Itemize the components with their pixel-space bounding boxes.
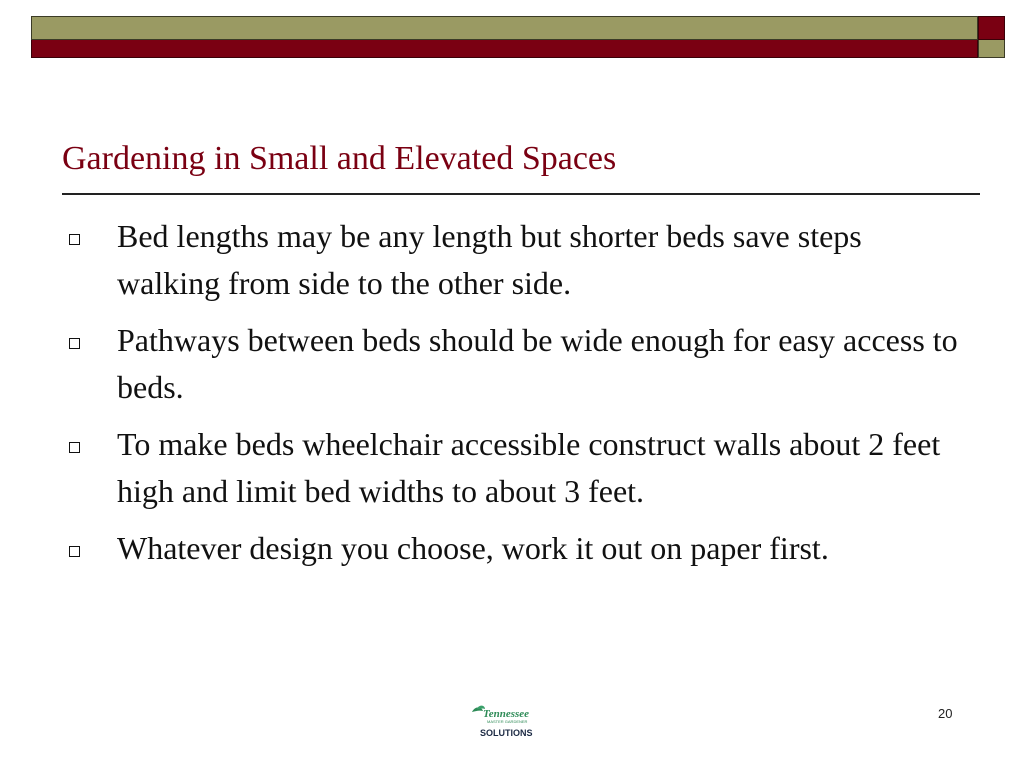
tennessee-master-gardener-logo-icon bbox=[466, 705, 536, 741]
logo-line2: MASTER GARDENER bbox=[487, 719, 528, 724]
bullet-item bbox=[62, 525, 962, 572]
logo-line1: Tennessee bbox=[483, 708, 530, 720]
header-square-olive bbox=[978, 40, 1005, 58]
header-band-olive bbox=[31, 16, 978, 40]
hollow-square-bullet-icon bbox=[69, 546, 80, 557]
bullet-item bbox=[62, 213, 962, 307]
header-band-maroon bbox=[31, 40, 978, 58]
bullet-text: To make beds wheelchair accessible construct walls about 2 feet high and limit bed widths to about 3 feet. bbox=[117, 426, 941, 509]
hollow-square-bullet-icon bbox=[69, 338, 80, 349]
slide-title: Gardening in Small and Elevated Spaces bbox=[62, 140, 617, 177]
bullet-item bbox=[62, 421, 962, 515]
header-square-maroon bbox=[978, 16, 1005, 40]
bullet-text: Bed lengths may be any length but shorter beds save steps walking from side to the other side. bbox=[117, 218, 862, 301]
bullet-text: Pathways between beds should be wide enough for easy access to beds. bbox=[117, 322, 958, 405]
bullet-text: Whatever design you choose, work it out on paper first. bbox=[117, 530, 829, 566]
page-number: 20 bbox=[938, 706, 953, 721]
hollow-square-bullet-icon bbox=[69, 234, 80, 245]
bullet-item bbox=[62, 317, 962, 411]
logo-line3: SOLUTIONS bbox=[480, 728, 533, 738]
bullet-list bbox=[62, 213, 962, 582]
title-divider bbox=[62, 193, 980, 195]
hollow-square-bullet-icon bbox=[69, 442, 80, 453]
